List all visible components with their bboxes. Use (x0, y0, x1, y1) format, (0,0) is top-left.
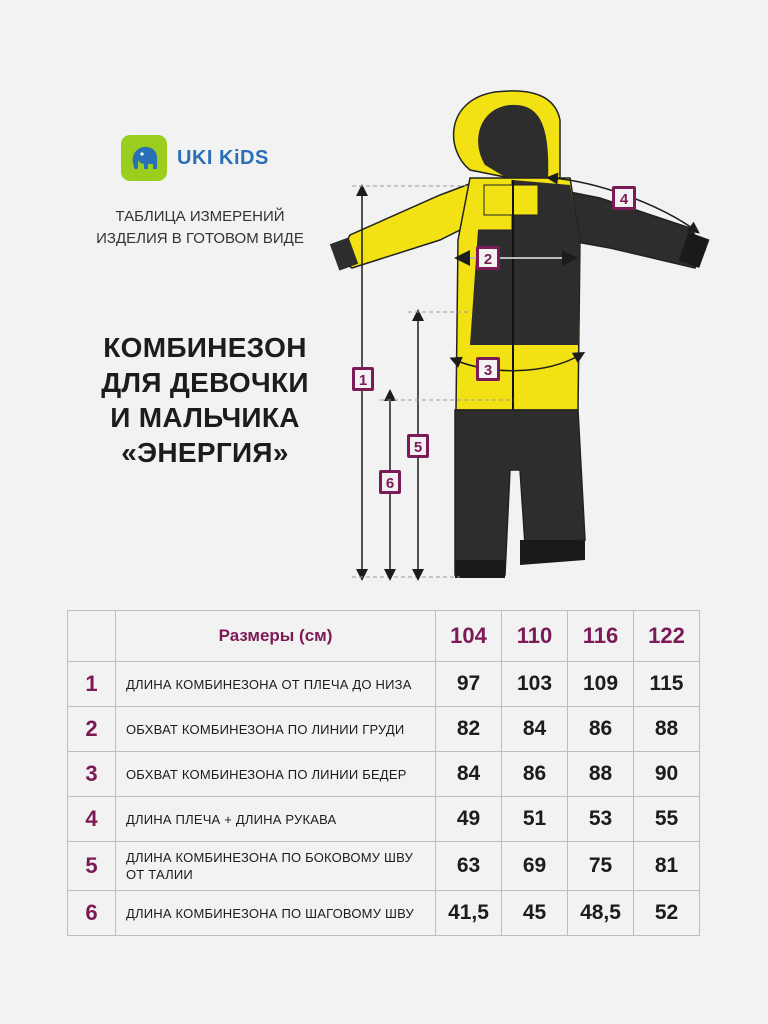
row-number: 4 (68, 797, 116, 842)
row-label: ОБХВАТ КОМБИНЕЗОНА ПО ЛИНИИ ГРУДИ (116, 707, 436, 752)
label-2: 2 (483, 251, 493, 268)
size-table (67, 610, 700, 936)
table-cell: 41,5 (436, 891, 502, 936)
row-number: 3 (68, 752, 116, 797)
row-label: ОБХВАТ КОМБИНЕЗОНА ПО ЛИНИИ БЕДЕР (116, 752, 436, 797)
table-cell: 75 (568, 842, 634, 891)
table-cell: 82 (436, 707, 502, 752)
table-cell: 86 (502, 752, 568, 797)
table-cell: 55 (634, 797, 700, 842)
title-line-2: ДЛЯ ДЕВОЧКИ (101, 367, 309, 398)
table-cell: 90 (634, 752, 700, 797)
table-cell: 49 (436, 797, 502, 842)
table-cell: 45 (502, 891, 568, 936)
table-cell: 86 (568, 707, 634, 752)
table-cell: 84 (502, 707, 568, 752)
subtitle (70, 206, 330, 250)
table-cell: 88 (568, 752, 634, 797)
row-number: 1 (68, 662, 116, 707)
label-4: 4 (619, 191, 629, 208)
table-row (68, 842, 700, 891)
table-cell: 69 (502, 842, 568, 891)
title-line-1: КОМБИНЕЗОН (103, 332, 307, 363)
table-cell: 63 (436, 842, 502, 891)
row-label: ДЛИНА КОМБИНЕЗОНА ПО БОКОВОМУ ШВУ ОТ ТАЛИИ (116, 842, 436, 891)
brand-name: UKI KiDS (177, 146, 269, 169)
table-cell: 53 (568, 797, 634, 842)
subtitle-line-1: ТАБЛИЦА ИЗМЕРЕНИЙ (115, 208, 285, 225)
table-row (68, 707, 700, 752)
table-cell: 48,5 (568, 891, 634, 936)
row-number: 5 (68, 842, 116, 891)
page-title (70, 330, 340, 470)
size-col-116: 116 (568, 611, 634, 662)
label-1: 1 (358, 372, 368, 389)
row-label: ДЛИНА КОМБИНЕЗОНА ПО ШАГОВОМУ ШВУ (116, 891, 436, 936)
table-row (68, 797, 700, 842)
row-label: ДЛИНА КОМБИНЕЗОНА ОТ ПЛЕЧА ДО НИЗА (116, 662, 436, 707)
row-number: 2 (68, 707, 116, 752)
title-line-4: «ЭНЕРГИЯ» (121, 437, 289, 468)
jumpsuit-illustration (320, 85, 720, 585)
subtitle-line-2: ИЗДЕЛИЯ В ГОТОВОМ ВИДЕ (96, 230, 304, 247)
title-line-3: И МАЛЬЧИКА (110, 402, 300, 433)
header-label: Размеры (см) (116, 611, 436, 662)
table-cell: 88 (634, 707, 700, 752)
table-header-row (68, 611, 700, 662)
size-col-110: 110 (502, 611, 568, 662)
elephant-icon (121, 135, 167, 181)
size-col-122: 122 (634, 611, 700, 662)
header-empty-cell (68, 611, 116, 662)
table-cell: 109 (568, 662, 634, 707)
table-cell: 103 (502, 662, 568, 707)
table-cell: 115 (634, 662, 700, 707)
table-cell: 81 (634, 842, 700, 891)
row-number: 6 (68, 891, 116, 936)
table-row (68, 752, 700, 797)
table-cell: 97 (436, 662, 502, 707)
table-cell: 51 (502, 797, 568, 842)
table-cell: 52 (634, 891, 700, 936)
label-6: 6 (385, 475, 395, 492)
brand-logo (121, 135, 269, 181)
table-row (68, 891, 700, 936)
table-row (68, 662, 700, 707)
row-label: ДЛИНА ПЛЕЧА + ДЛИНА РУКАВА (116, 797, 436, 842)
table-cell: 84 (436, 752, 502, 797)
label-3: 3 (483, 362, 493, 379)
size-col-104: 104 (436, 611, 502, 662)
label-5: 5 (413, 439, 423, 456)
